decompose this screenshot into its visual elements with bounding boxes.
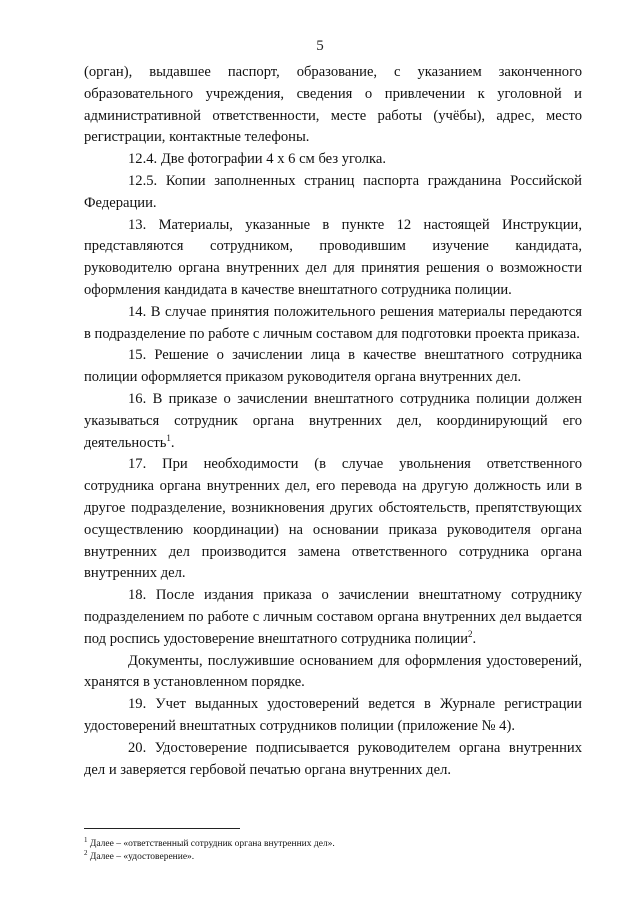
paragraph: Документы, послужившие основанием для оформления удостоверений, хранятся в установленном порядке. — [84, 652, 582, 691]
footnotes — [84, 835, 582, 864]
footnote: $^2$ Далее – «удостоверение». — [84, 848, 195, 862]
footnote-ref: 1 — [166, 432, 171, 443]
document-body — [84, 62, 582, 781]
paragraph: 13. Материалы, указанные в пункте 12 настоящей Инструкции, представляются сотрудником, проводившим изучение кандидата, руководителю органа внутренних дел для принятия решения о возможности оформления кандидата в качестве внештатного сотрудника полиции. — [84, 216, 582, 298]
paragraph: 15. Решение о зачислении лица в качестве внештатного сотрудника полиции оформляется приказом руководителя органа внутренних дел. — [84, 347, 582, 386]
paragraph: 12.5. Копии заполненных страниц паспорта гражданина Российской Федерации. — [84, 172, 582, 211]
paragraph: 18. После издания приказа о зачислении внештатному сотруднику подразделением по работе с личным составом органа внутренних дел выдается под роспись удостоверение внештатного сотрудника полиции$^2$. — [84, 587, 582, 647]
paragraph: 14. В случае принятия положительного решения материалы передаются в подразделение по работе с личным составом для подготовки проекта приказа. — [84, 303, 582, 342]
paragraph: (орган), выдавшее паспорт, образование, с указанием законченного образовательного учреждения, сведения о привлечении к уголовной и административной ответственности, месте работы (учёбы), адрес, место регистрации, контактные телефоны. — [84, 64, 582, 146]
paragraph: 12.4. Две фотографии 4 х 6 см без уголка. — [128, 151, 387, 168]
paragraph: 20. Удостоверение подписывается руководителем органа внутренних дел и заверяется гербовой печатью органа внутренних дел. — [84, 739, 582, 778]
page-number: 5 — [316, 38, 324, 54]
paragraph: 17. При необходимости (в случае увольнения ответственного сотрудника органа внутренних дел, его перевода на другую должность или в другое подразделение, возникновения других обстоятельств, препятствующих осуществлению координации) на основании приказа руководителя органа внутренних дел производится замена ответственного сотрудника органа внутренних дел. — [84, 456, 582, 582]
footnote-ref: 2 — [468, 628, 473, 639]
footnote-divider — [84, 828, 240, 829]
paragraph: 19. Учет выданных удостоверений ведется в Журнале регистрации удостоверений внештатных сотрудников полиции (приложение № 4). — [84, 696, 582, 734]
paragraph: 16. В приказе о зачислении внештатного сотрудника полиции должен указываться сотрудник органа внутренних дел, координирующий его деятельность$^1$. — [84, 390, 582, 451]
footnote: $^1$ Далее – «ответственный сотрудник органа внутренних дел». — [84, 835, 335, 849]
